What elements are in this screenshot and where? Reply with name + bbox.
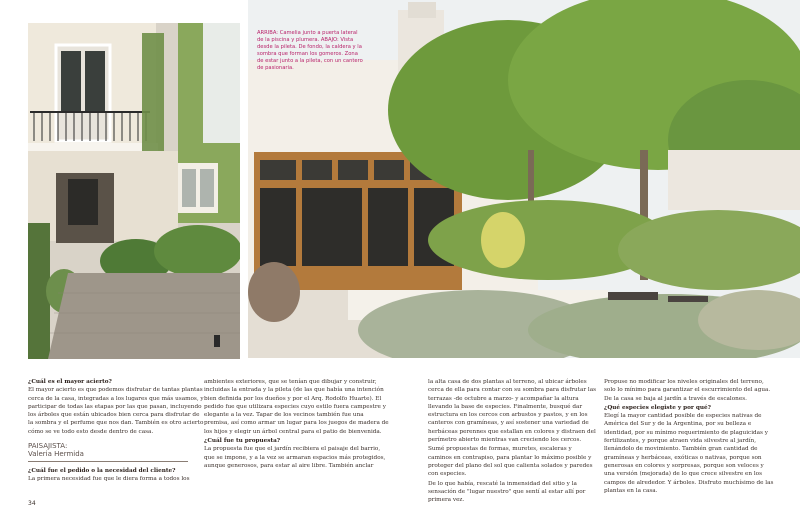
page-number: 34 (28, 500, 36, 507)
paragraph: Propuse no modificar los niveles originales del terreno, solo lo mínimo para garantizar el escurrimiento del agua. De la casa se baja al jardín a través de escalones. (604, 379, 771, 402)
paragraph: El mayor acierto es que podemos disfrutar de tantas plantas cerca de la casa, integradas a los lugares que más usamos, y participar de todas las etapas por las que pasan, incluyendo los árboles que están ubicados bien cerca para disfrutar de la sombra y el perfume que nos dan. También es otro acierto cómo se ve todo esto desde dentro de casa. (28, 387, 204, 435)
paragraph: la alta casa de dos plantas al terreno, al ubicar árboles cerca de ella para contar con su sombra para disfrutar las terrazas -de octubre a marzo- y acompañar la altura llevando la base de especies. Finalmente, busqué dar estructura en los cercos con arbustos y pastos, y en los canteros con gramíneas, y así sostener una variedad de herbáceas perennes que estallan en colores y distraen del perímetro abierto mientras van creciendo los cercos. (428, 379, 597, 444)
question-heading: ¿Cuál fue el pedido o la necesidad del cliente? (28, 467, 176, 474)
question-heading: ¿Cuál fue tu propuesta? (204, 438, 281, 445)
paragraph: Elegí la mayor cantidad posible de especies nativas de América del Sur y de la Argentina, por su belleza e identidad, por su mínimo requerimiento de plaguicidas y fertilizantes, y porque atraen vida silvestre al jardín, llenándolo de movimiento. También gran cantidad de gramíneas y herbáceas, exóticas o nativas, porque son generosas en colores y sorpresas, porque son veloces y una versión (mejorada) de lo que crece silvestre en los campos de alrededor. Y árboles. Disfruto muchísimo de las plantas en la casa. (604, 413, 774, 494)
text-column-2 (204, 378, 390, 471)
paragraph: ambientes exteriores, que se tenían que dibujar y construir, incluidas la entrada y la pileta (de las que había una intención bien definida por los dueños y por el Arq. Rodolfo Huarte). El pedido fue que utilizara especies cuyo estilo fuera campestre y elegante a la vez. Tapar de los vecinos también fue una premisa, así como armar un lugar para los juegos de madera de los hijos y elegir un árbol central para el patio de bienvenida. (204, 379, 389, 435)
paragraph: De lo que había, rescaté la inmensidad del sitio y la sensación de "lugar nuestro" que sentí al estar allí por primera vez. (428, 480, 586, 504)
text-column-4 (604, 378, 774, 496)
house-entrance-illustration (28, 23, 240, 359)
credit-name: Valeria Hermida (28, 450, 188, 461)
question-heading: ¿Cuál es el mayor acierto? (28, 379, 112, 385)
paragraph: Sumé propuestas de formas, muretes, escaleras y caminos en contrapiso, para plantar lo máximo posible y proteger del plano del sol que calienta solados y paredes con especies. (428, 446, 593, 478)
paragraph: La propuesta fue que el jardín recibiera el paisaje del barrio, que se impone, y a la vez se armaran espacios más protegidos, aunque generosos, para estar al aire libre. También anclar (204, 446, 386, 469)
photo-caption: ARRIBA: Camelia junto a puerta lateral de la piscina y plumera. ABAJO: Vista desde la pileta. De fondo, la caldera y la sombra que forman los gomeros. Zona de estar junto a la pileta, con un cantero de pasionaria. (257, 30, 363, 71)
text-column-1 (28, 378, 204, 484)
text-column-3 (428, 378, 596, 505)
house-entrance-photo (28, 23, 240, 359)
question-heading: ¿Qué especies elegiste y por qué? (604, 404, 711, 411)
paragraph: La primera necesidad fue que le diera forma a todos los (28, 475, 190, 482)
credit-label: PAISAJISTA: (28, 442, 68, 451)
